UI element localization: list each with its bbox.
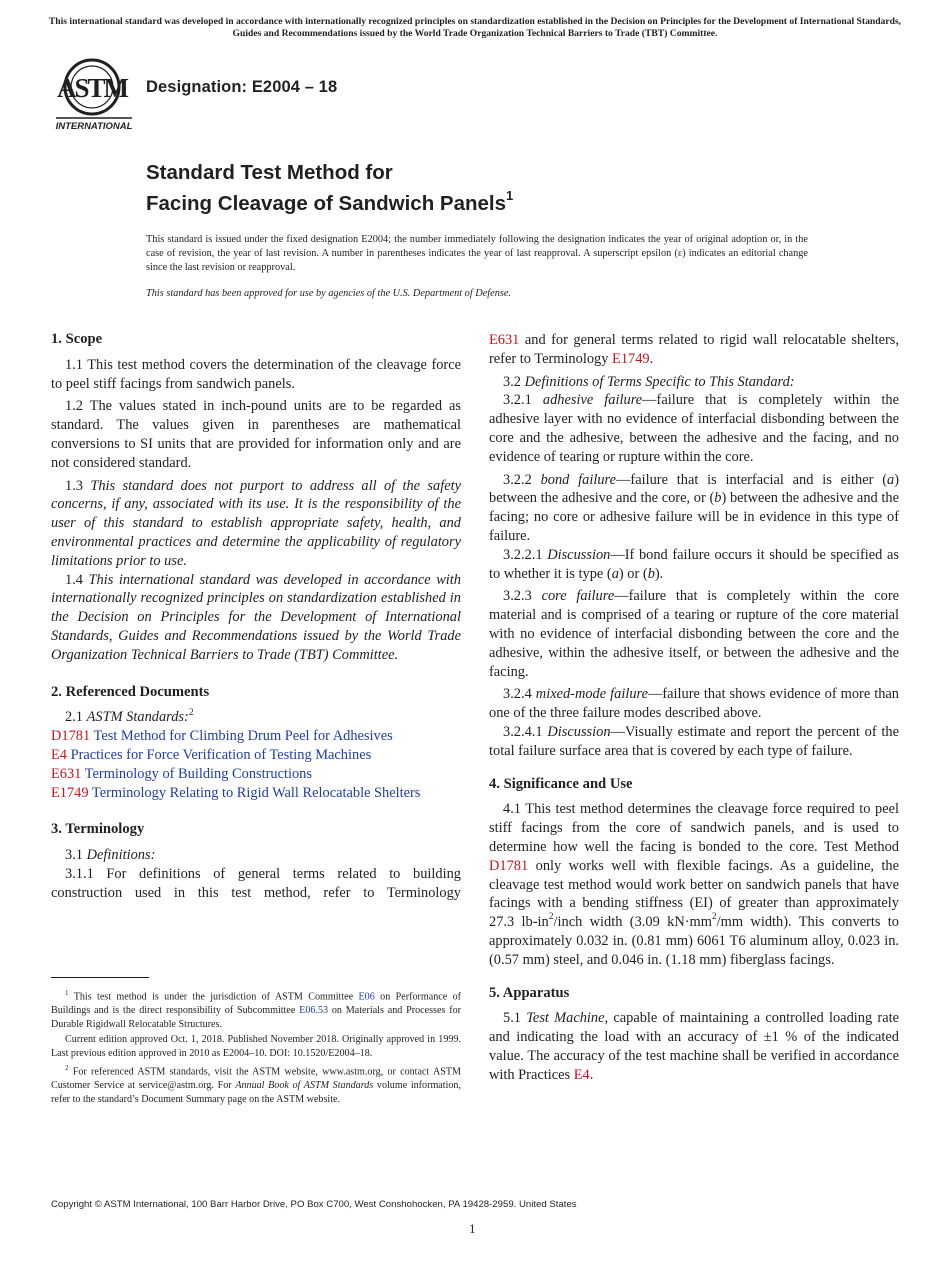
title-line-1: Standard Test Method for <box>146 161 393 184</box>
copyright: Copyright © ASTM International, 100 Barr Harbor Drive, PO Box C700, West Conshohocken, PA 19428-2959. United States <box>51 1199 577 1210</box>
logo-text: INTERNATIONAL <box>55 121 133 132</box>
definitions-label: 3.1 Definitions: <box>65 847 156 864</box>
ref-code-link[interactable]: E631 <box>51 765 82 782</box>
footnote-1: $^1$ This test method is under the jurisdiction of ASTM Committee E06 on Performance of Buildings and is the direct responsibility of Subcommittee E06.53 on Materials and Processes for Durable Rigidwall Relocatable Structures. <box>51 989 461 1030</box>
significance-heading: 4. Significance and Use <box>489 775 633 792</box>
title-line-2: Facing Cleavage of Sandwich Panels <box>146 191 507 215</box>
footnote-divider <box>51 977 149 978</box>
apparatus-heading: 5. Apparatus <box>489 984 570 1001</box>
reference-list <box>51 727 461 802</box>
ref-title-link[interactable]: Terminology of Building Constructions <box>84 765 312 782</box>
page-number: 1 <box>469 1221 476 1236</box>
reference-item <box>51 727 461 746</box>
ref-code-link[interactable]: E1749 <box>51 784 89 801</box>
ref-title-link[interactable]: Terminology Relating to Rigid Wall Relocatable Shelters <box>91 784 421 801</box>
designation <box>146 78 337 97</box>
astm-standards-label: 2.1 ASTM Standards:$^2$ <box>65 707 194 726</box>
left-column <box>51 330 461 903</box>
scope-1-3: 1.3 This standard does not purport to address all of the safety concerns, if any, associated with its use. It is the responsibility of the user of this standard to establish appropriate safety, health, and environmental practices and determine the applicability of regulatory limitations prior to use. <box>51 477 461 569</box>
scope-heading: 1. Scope <box>51 331 103 347</box>
reference-item <box>51 765 461 784</box>
terminology-3-1-1-cont: E631 and for general terms related to rigid wall relocatable shelters, refer to Terminology E1749. <box>489 332 899 367</box>
referenced-heading: 2. Referenced Documents <box>51 683 210 700</box>
subcommittee-link[interactable]: E06.53 <box>299 1004 329 1016</box>
scope-1-2: 1.2 The values stated in inch-pound units are to be regarded as standard. The values given in parentheses are mathematical conversions to SI units that are provided for information only and are not considered standard. <box>51 398 461 471</box>
terminology-heading: 3. Terminology <box>51 821 145 838</box>
title-footnote-mark: 1 <box>506 188 514 203</box>
svg-text:ASTM: ASTM <box>56 73 128 103</box>
def-bond-failure: 3.2.2 bond failure—failure that is interfacial and is either (a) between the adhesive and the core, or (b) between the adhesive and the facing; no core or adhesive failure will be in evidence in this type of failure. <box>489 471 899 544</box>
apparatus-5-1: 5.1 Test Machine, capable of maintaining a controlled loading rate and indicating the load with an accuracy of ±1 % of the indicated value. The accuracy of the test machine shall be verified in accordance with Practices E4. <box>489 1010 899 1083</box>
mixed-mode-discussion: 3.2.4.1 Discussion—Visually estimate and report the percent of the total failure surface area that is covered by each type of failure. <box>489 723 899 759</box>
ref-title-link[interactable]: Practices for Force Verification of Testing Machines <box>70 746 372 763</box>
right-column <box>489 331 899 1088</box>
def-core-failure: 3.2.3 core failure—failure that is completely within the core material and is comprised of a tearing or rupture of the core material with no evidence of interfacial disbonding between the core and the adhesive, within the adhesive itself, or between the adhesive and the facing. <box>489 588 899 680</box>
scope-1-1: 1.1 This test method covers the determination of the cleavage force to peel stiff facings from sandwich panels. <box>51 356 461 392</box>
terminology-3-1-1: 3.1.1 For definitions of general terms related to building construction used in this test method, refer to Terminology <box>51 865 461 901</box>
approved-note: This standard has been approved for use by agencies of the U.S. Department of Defense. <box>146 288 512 299</box>
ref-code-link[interactable]: E4 <box>51 746 67 763</box>
def-mixed-mode-failure: 3.2.4 mixed-mode failure—failure that shows evidence of more than one of the three failure modes described above. <box>489 686 899 722</box>
ref-title-link[interactable]: Test Method for Climbing Drum Peel for Adhesives <box>93 728 393 745</box>
d1781-link[interactable]: D1781 <box>489 857 529 874</box>
page-title <box>146 160 846 216</box>
footnote-edition: Current edition approved Oct. 1, 2018. Published November 2018. Originally approved in 1999. Last previous edition approved in 2010 as E2004–10. DOI: 10.1520/E2004–18. <box>51 1034 461 1059</box>
footnotes <box>51 987 461 1108</box>
ref-code-link[interactable]: D1781 <box>51 728 91 745</box>
issued-note: This standard is issued under the fixed designation E2004; the number immediately following the designation indicates the year of original adoption or, in the case of revision, the year of last revision. A number in parentheses indicates the year of last reapproval. A superscript epsilon (ε) indicates an editorial change since the last revision or reapproval. <box>146 234 808 273</box>
committee-link[interactable]: E06 <box>358 991 375 1003</box>
scope-1-4: 1.4 This international standard was developed in accordance with internationally recognized principles on standardization established in the Decision on Principles for the Development of International Standards, Guides and Recommendations issued by the World Trade Organization Technical Barriers to Trade (TBT) Committee. <box>51 571 461 663</box>
top-notice: This international standard was developed in accordance with internationally recognized principles on standardization established in the Decision on Principles for the Development of International Standards, Guides and Recommendations issued by the World Trade Organization Technical Barriers to Trade (TBT) Committee. <box>48 16 902 39</box>
significance-4-1: 4.1 This test method determines the cleavage force required to peel stiff facings from the core of sandwich panels, and is used to determine how well the facing is bonded to the core. Test Method D1781 only works well with flexible facings. As a guideline, the cleavage test method would work better on sandwich panels that have facings with a bending stiffness (EI) of greater than approximately 27.3 $lb-in^2$/inch width (3.09 $kN\cdot mm^2/mm$ width). This converts to approximately 0.032 in. (0.81 mm) 6061 T6 aluminum alloy, 0.023 in. (0.57 mm) steel, and 0.046 in. (1.18 mm) fiberglass facings. <box>489 801 899 968</box>
e1749-link[interactable]: E1749 <box>612 350 650 367</box>
reference-item <box>51 746 461 765</box>
designation-value: E2004 – 18 <box>251 78 338 96</box>
designation-prefix: Designation: <box>146 78 248 96</box>
astm-logo <box>52 56 136 134</box>
e631-link[interactable]: E631 <box>489 332 520 348</box>
reference-item <box>51 784 461 803</box>
bond-failure-discussion: 3.2.2.1 Discussion—If bond failure occurs it should be specified as to whether it is type (a) or (b). <box>489 546 899 582</box>
e4-link[interactable]: E4 <box>573 1066 590 1083</box>
definitions-specific-label: 3.2 Definitions of Terms Specific to This Standard: <box>503 373 795 390</box>
footnote-2: $^2$ For referenced ASTM standards, visit the ASTM website, www.astm.org, or contact ASTM Customer Service at service@astm.org. For Annual Book of ASTM Standards volume information, refer to the standard’s Document Summary page on the ASTM website. <box>51 1064 462 1105</box>
def-adhesive-failure: 3.2.1 adhesive failure—failure that is completely within the adhesive layer with no evidence of interfacial disbonding between the core and the adhesive, between the adhesive and the facing, and no evidence of tearing or rupture within the core. <box>489 392 899 465</box>
